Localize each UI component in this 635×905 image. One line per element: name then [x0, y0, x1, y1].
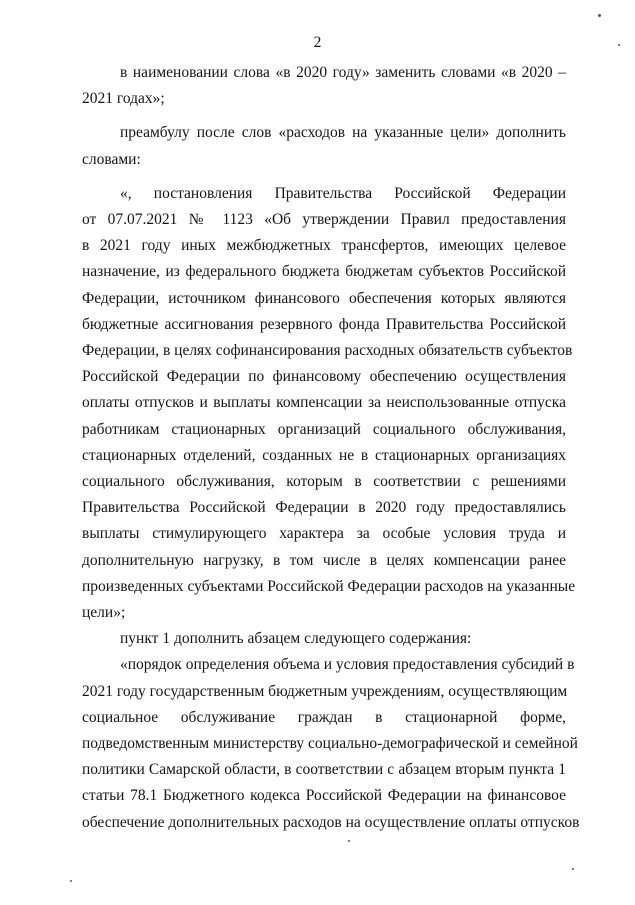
- text-line: 2021 годах»;: [82, 90, 165, 108]
- text-line: в 2021 году иных межбюджетных трансфертов, имеющих целевое: [82, 237, 566, 255]
- text-line: произведенных субъектами Российской Федерации расходов на указанные: [82, 577, 576, 595]
- text-line: Правительства Российской Федерации в 2020 году предоставлялись: [82, 499, 566, 517]
- text-line: социальное обслуживание граждан в стационарной форме,: [82, 708, 566, 726]
- text-line: стационарных отделений, созданных не в стационарных организациях: [82, 446, 566, 464]
- scan-speck: [618, 44, 620, 46]
- text-line: словами:: [82, 150, 141, 168]
- text-line: Российской Федерации по финансовому обеспечению осуществления: [82, 368, 566, 386]
- page-number: 2: [313, 34, 322, 51]
- scan-speck: [70, 880, 72, 882]
- text-line: бюджетные ассигнования резервного фонда Правительства Российской: [82, 315, 566, 333]
- text-line: в наименовании слова «в 2020 году» заменить словами «в 2020 –: [120, 64, 566, 81]
- text-line: преамбулу после слов «расходов на указанные цели» дополнить: [120, 124, 566, 142]
- text-line: пункт 1 дополнить абзацем следующего содержания:: [120, 630, 472, 648]
- text-line: выплаты стимулирующего характера за особые условия труда и: [82, 525, 566, 543]
- text-line: политики Самарской области, в соответствии с абзацем вторым пункта 1: [82, 761, 566, 779]
- text-line: «порядок определения объема и условия предоставления субсидий в: [120, 656, 575, 674]
- text-line: подведомственным министерству социально-демографической и семейной: [82, 735, 578, 753]
- text-line: 2021 году государственным бюджетным учреждениям, осуществляющим: [82, 682, 568, 700]
- text-line: обеспечение дополнительных расходов на осуществление оплаты отпусков: [82, 813, 580, 831]
- text-line: статьи 78.1 Бюджетного кодекса Российской Федерации на финансовое: [82, 787, 566, 805]
- text-line: Федерации, источником финансового обеспечения которых являются: [82, 289, 566, 307]
- paragraph-preamble: [82, 120, 566, 172]
- scan-speck: [348, 840, 350, 842]
- text-line: Федерации, в целях софинансирования расходных обязательств субъектов: [82, 342, 573, 360]
- paragraph-point-1: [82, 626, 566, 652]
- text-line: назначение, из федерального бюджета бюджетам субъектов Российской: [82, 263, 566, 281]
- scan-speck: [598, 14, 601, 17]
- text-line: оплаты отпусков и выплаты компенсации за неиспользованные отпуска: [82, 394, 566, 412]
- scan-speck: [572, 868, 574, 870]
- text-line: от 07.07.2021 № 1123 «Об утверждении Правил предоставления: [82, 211, 566, 229]
- paragraph-name-change: [82, 60, 566, 112]
- paragraph-subsidy-procedure: [82, 652, 580, 835]
- text-line: дополнительную нагрузку, в том числе в целях компенсации ранее: [82, 551, 566, 569]
- text-line: социального обслуживания, которым в соответствии с решениями: [82, 473, 566, 491]
- document-body: [82, 60, 580, 836]
- paragraph-quoted-insertion: [82, 181, 576, 626]
- text-line: работникам стационарных организаций социального обслуживания,: [82, 420, 566, 438]
- text-line: цели»;: [82, 604, 126, 622]
- text-line: «, постановления Правительства Российской Федерации: [120, 184, 566, 202]
